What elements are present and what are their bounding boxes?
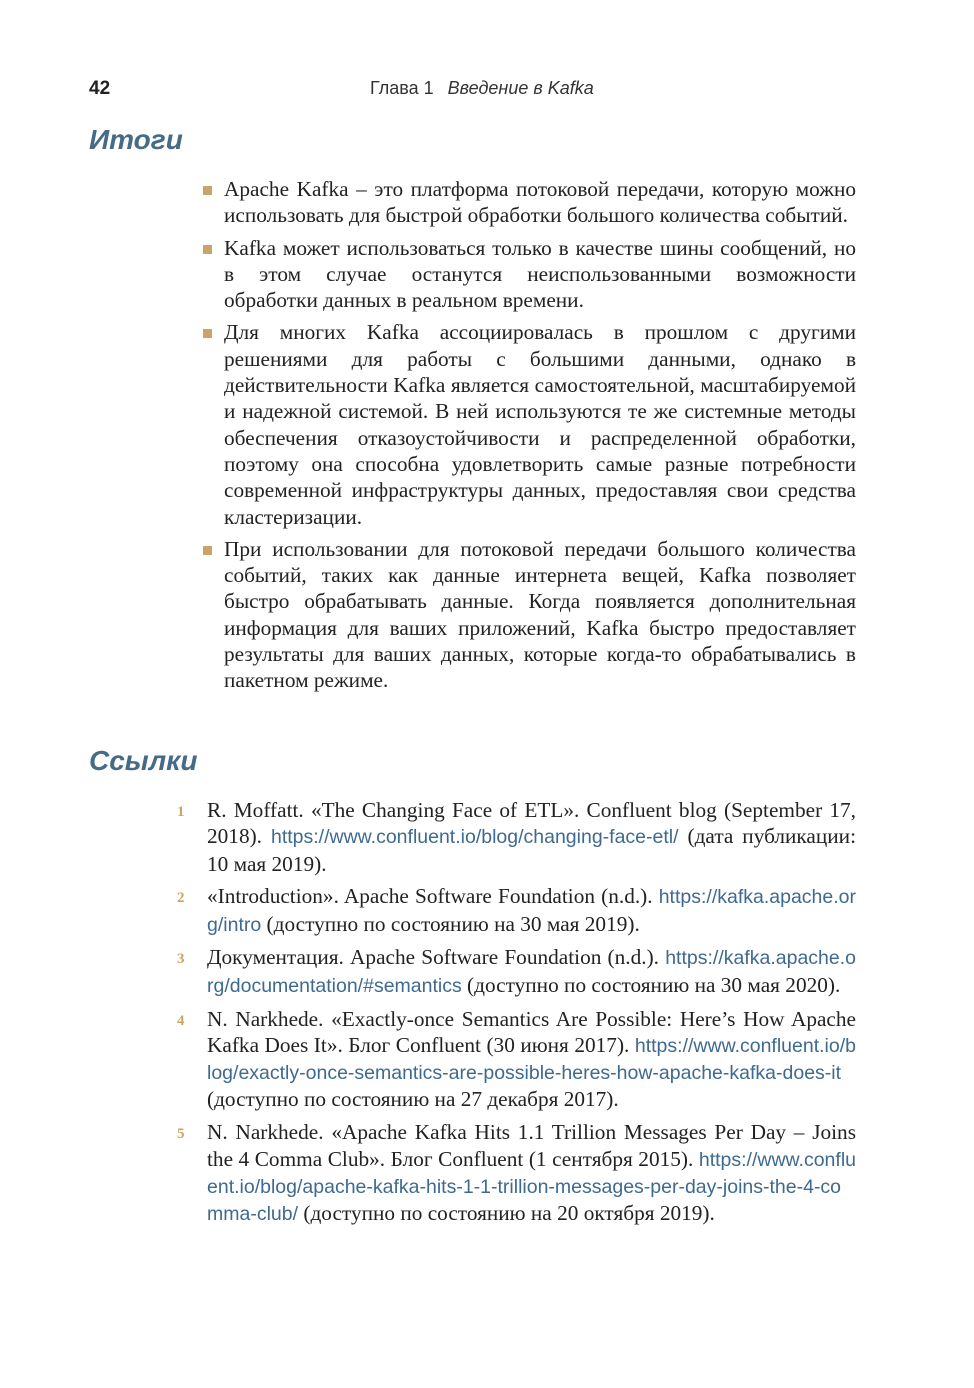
reference-number: 1 [177, 804, 185, 820]
reference-text: «Introduction». Apache Software Foundation (n.d.). [207, 884, 659, 909]
reference-link[interactable]: https://www.confluent.io/blog/exactly-once-semantics-are-possible-heres-how-apache-kafka-does-it [207, 1034, 856, 1085]
bullet-icon [203, 245, 212, 254]
bullet-icon [203, 546, 212, 555]
section-heading-references: Ссылки [89, 745, 198, 776]
reference-number: 4 [177, 1012, 185, 1029]
list-item-text: Для многих Kafka ассоциировалась в прошлом с другими решениями для работы с большими данными, однако в действительности Kafka является самостоятельной, масштабируемой и надежной системой. В ней используются те же системные методы обеспечения отказоустойчивости и распределенной обработки, поэтому она способна удовлетворить самые разные потребности современной инфраструктуры данных, предоставляя свои средства кластеризации. [224, 320, 856, 529]
reference-number: 2 [177, 890, 185, 907]
reference-item [177, 797, 856, 877]
reference-item [177, 1006, 856, 1113]
list-item [224, 536, 856, 694]
section-heading-summary: Итоги [89, 124, 183, 155]
reference-text: (доступно по состоянию на 30 мая 2019). [261, 911, 640, 936]
reference-text: Документация. Apache Software Foundation (n.d.). [207, 945, 666, 970]
bullet-icon [203, 186, 212, 195]
reference-link[interactable]: https://www.confluent.io/blog/apache-kafka-hits-1-1-trillion-messages-per-day-joins-the-4-comma-club/ [207, 1148, 856, 1226]
reference-link[interactable]: https://www.confluent.io/blog/changing-face-etl/ [270, 826, 679, 849]
reference-text: (доступно по состоянию на 20 октября 2019). [298, 1201, 715, 1226]
reference-number: 3 [177, 951, 185, 968]
chapter-title: Введение в Kafka [447, 78, 594, 98]
list-item [224, 176, 856, 229]
reference-item [177, 1119, 856, 1227]
reference-link[interactable]: https://kafka.apache.org/intro [207, 886, 856, 936]
reference-text: N. Narkhede. «Apache Kafka Hits 1.1 Trillion Messages Per Day – Joins the 4 Comma Club». Блог Confluent (1 сентября 2015). [207, 1120, 856, 1171]
list-item [224, 235, 856, 314]
reference-number: 5 [177, 1126, 185, 1143]
reference-text: (доступно по состоянию на 30 мая 2020). [461, 972, 841, 997]
reference-item [177, 944, 856, 999]
reference-item [177, 883, 856, 938]
list-item-text: Apache Kafka – это платформа потоковой передачи, которую можно использовать для быстрой обработки большого количества событий. [224, 177, 856, 228]
reference-text: R. Moffatt. «The Changing Face of ETL». Confluent blog (September 17, 2018). [207, 798, 856, 849]
list-item-text: При использовании для потоковой передачи большого количества событий, таких как данные интернета вещей, Kafka позволяет быстро обрабатывать данные. Когда появляется дополнительная информация для ваших приложений, Kafka быстро предоставляет результаты для ваших данных, которые когда-то обрабатывались в пакетном режиме. [224, 536, 856, 693]
reference-text: N. Narkhede. «Exactly-once Semantics Are Possible: Here’s How Apache Kafka Does It». Блог Confluent (30 июня 2017). [207, 1006, 856, 1057]
reference-text: (дата публикации: 10 мая 2019). [207, 824, 856, 876]
list-item-text: Kafka может использоваться только в качестве шины сообщений, но в этом случае останутся неиспользованными возможности обработки данных в реальном времени. [224, 235, 856, 313]
page-number: 42 [89, 78, 111, 99]
references-list [177, 797, 856, 1234]
bullet-icon [203, 329, 212, 338]
list-item [224, 319, 856, 529]
chapter-label: Глава 1 [370, 78, 434, 98]
reference-link[interactable]: https://kafka.apache.org/documentation/#semantics [207, 947, 856, 997]
summary-list [224, 176, 856, 700]
reference-text: (доступно по состоянию на 27 декабря 2017). [207, 1087, 619, 1112]
running-header [370, 78, 594, 99]
